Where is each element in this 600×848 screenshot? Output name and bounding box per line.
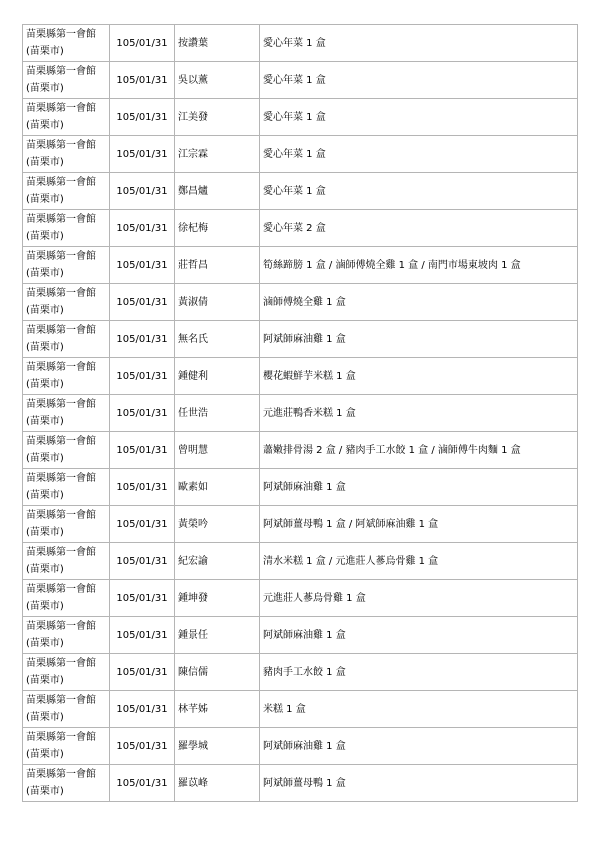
donor-name-cell: 江美發 bbox=[175, 99, 260, 136]
venue-name: 苗栗縣第一會館 bbox=[26, 769, 96, 780]
donor-name-cell: 羅苡峰 bbox=[175, 765, 260, 802]
venue-city: (苗栗市) bbox=[26, 157, 64, 168]
donated-items-cell: 愛心年菜 1 盒 bbox=[260, 173, 578, 210]
venue-city: (苗栗市) bbox=[26, 564, 64, 575]
donated-items-cell: 阿斌師麻油雞 1 盒 bbox=[260, 469, 578, 506]
date-cell: 105/01/31 bbox=[110, 469, 175, 506]
donated-items-cell: 元進莊人蔘烏骨雞 1 盒 bbox=[260, 580, 578, 617]
donor-name-cell: 曾明慧 bbox=[175, 432, 260, 469]
venue-name: 苗栗縣第一會館 bbox=[26, 547, 96, 558]
table-row bbox=[23, 136, 578, 173]
donor-name-cell: 鍾坤發 bbox=[175, 580, 260, 617]
date-cell: 105/01/31 bbox=[110, 543, 175, 580]
venue-city: (苗栗市) bbox=[26, 231, 64, 242]
venue-city: (苗栗市) bbox=[26, 268, 64, 279]
venue-cell bbox=[23, 173, 110, 210]
venue-city: (苗栗市) bbox=[26, 749, 64, 760]
venue-city: (苗栗市) bbox=[26, 601, 64, 612]
venue-name: 苗栗縣第一會館 bbox=[26, 399, 96, 410]
table-row bbox=[23, 247, 578, 284]
venue-city: (苗栗市) bbox=[26, 194, 64, 205]
donor-name-cell: 陳信儒 bbox=[175, 654, 260, 691]
donor-name-cell: 歐素如 bbox=[175, 469, 260, 506]
donated-items-cell: 豬肉手工水餃 1 盒 bbox=[260, 654, 578, 691]
date-cell: 105/01/31 bbox=[110, 728, 175, 765]
donor-name-cell: 無名氏 bbox=[175, 321, 260, 358]
table-row bbox=[23, 210, 578, 247]
date-cell: 105/01/31 bbox=[110, 395, 175, 432]
donated-items-cell: 櫻花蝦鮮芋米糕 1 盒 bbox=[260, 358, 578, 395]
date-cell: 105/01/31 bbox=[110, 210, 175, 247]
venue-cell bbox=[23, 506, 110, 543]
venue-city: (苗栗市) bbox=[26, 675, 64, 686]
venue-city: (苗栗市) bbox=[26, 638, 64, 649]
venue-cell bbox=[23, 358, 110, 395]
date-cell: 105/01/31 bbox=[110, 654, 175, 691]
date-cell: 105/01/31 bbox=[110, 284, 175, 321]
date-cell: 105/01/31 bbox=[110, 25, 175, 62]
date-cell: 105/01/31 bbox=[110, 321, 175, 358]
venue-cell bbox=[23, 284, 110, 321]
venue-cell bbox=[23, 654, 110, 691]
donor-name-cell: 鍾健利 bbox=[175, 358, 260, 395]
date-cell: 105/01/31 bbox=[110, 506, 175, 543]
venue-cell bbox=[23, 247, 110, 284]
donated-items-cell: 愛心年菜 1 盒 bbox=[260, 99, 578, 136]
venue-name: 苗栗縣第一會館 bbox=[26, 251, 96, 262]
table-row bbox=[23, 432, 578, 469]
donor-name-cell: 紀宏諭 bbox=[175, 543, 260, 580]
venue-cell bbox=[23, 25, 110, 62]
venue-name: 苗栗縣第一會館 bbox=[26, 362, 96, 373]
venue-name: 苗栗縣第一會館 bbox=[26, 140, 96, 151]
donated-items-cell: 滷師傅燒全雞 1 盒 bbox=[260, 284, 578, 321]
donor-name-cell: 黃榮吟 bbox=[175, 506, 260, 543]
date-cell: 105/01/31 bbox=[110, 691, 175, 728]
date-cell: 105/01/31 bbox=[110, 62, 175, 99]
table-row bbox=[23, 765, 578, 802]
donor-name-cell: 吳以薰 bbox=[175, 62, 260, 99]
donated-items-cell: 米糕 1 盒 bbox=[260, 691, 578, 728]
venue-city: (苗栗市) bbox=[26, 490, 64, 501]
donated-items-cell: 愛心年菜 2 盒 bbox=[260, 210, 578, 247]
donated-items-cell: 愛心年菜 1 盒 bbox=[260, 136, 578, 173]
venue-cell bbox=[23, 432, 110, 469]
venue-city: (苗栗市) bbox=[26, 120, 64, 131]
donor-name-cell: 江宗霖 bbox=[175, 136, 260, 173]
donated-items-cell: 愛心年菜 1 盒 bbox=[260, 25, 578, 62]
table-row bbox=[23, 321, 578, 358]
date-cell: 105/01/31 bbox=[110, 99, 175, 136]
venue-name: 苗栗縣第一會館 bbox=[26, 584, 96, 595]
table-row bbox=[23, 617, 578, 654]
donor-name-cell: 黃淑倩 bbox=[175, 284, 260, 321]
date-cell: 105/01/31 bbox=[110, 247, 175, 284]
donated-items-cell: 愛心年菜 1 盒 bbox=[260, 62, 578, 99]
table-row bbox=[23, 62, 578, 99]
venue-cell bbox=[23, 210, 110, 247]
donated-items-cell: 阿斌師薑母鴨 1 盒 / 阿斌師麻油雞 1 盒 bbox=[260, 506, 578, 543]
table-row bbox=[23, 469, 578, 506]
donor-name-cell: 徐杞梅 bbox=[175, 210, 260, 247]
donated-items-cell: 阿斌師麻油雞 1 盒 bbox=[260, 321, 578, 358]
table-row bbox=[23, 654, 578, 691]
donor-name-cell: 鄭昌爐 bbox=[175, 173, 260, 210]
donor-name-cell: 莊哲昌 bbox=[175, 247, 260, 284]
venue-city: (苗栗市) bbox=[26, 416, 64, 427]
venue-cell bbox=[23, 99, 110, 136]
date-cell: 105/01/31 bbox=[110, 580, 175, 617]
venue-cell bbox=[23, 395, 110, 432]
donated-items-cell: 筍絲蹄膀 1 盒 / 滷師傅燒全雞 1 盒 / 南門市場東坡肉 1 盒 bbox=[260, 247, 578, 284]
venue-cell bbox=[23, 321, 110, 358]
venue-cell bbox=[23, 617, 110, 654]
date-cell: 105/01/31 bbox=[110, 136, 175, 173]
venue-cell bbox=[23, 728, 110, 765]
date-cell: 105/01/31 bbox=[110, 432, 175, 469]
donation-table bbox=[22, 24, 578, 802]
table-row bbox=[23, 506, 578, 543]
venue-name: 苗栗縣第一會館 bbox=[26, 325, 96, 336]
donated-items-cell: 清水米糕 1 盒 / 元進莊人蔘烏骨雞 1 盒 bbox=[260, 543, 578, 580]
donor-name-cell: 按讚葉 bbox=[175, 25, 260, 62]
venue-name: 苗栗縣第一會館 bbox=[26, 288, 96, 299]
date-cell: 105/01/31 bbox=[110, 358, 175, 395]
venue-name: 苗栗縣第一會館 bbox=[26, 29, 96, 40]
donated-items-cell: 元進莊鴨香米糕 1 盒 bbox=[260, 395, 578, 432]
donated-items-cell: 阿斌師麻油雞 1 盒 bbox=[260, 617, 578, 654]
donor-name-cell: 鍾景任 bbox=[175, 617, 260, 654]
venue-name: 苗栗縣第一會館 bbox=[26, 214, 96, 225]
venue-name: 苗栗縣第一會館 bbox=[26, 695, 96, 706]
table-row bbox=[23, 395, 578, 432]
venue-name: 苗栗縣第一會館 bbox=[26, 621, 96, 632]
donated-items-cell: 阿斌師麻油雞 1 盒 bbox=[260, 728, 578, 765]
venue-cell bbox=[23, 765, 110, 802]
venue-city: (苗栗市) bbox=[26, 712, 64, 723]
date-cell: 105/01/31 bbox=[110, 765, 175, 802]
venue-cell bbox=[23, 136, 110, 173]
venue-cell bbox=[23, 469, 110, 506]
venue-name: 苗栗縣第一會館 bbox=[26, 510, 96, 521]
venue-city: (苗栗市) bbox=[26, 342, 64, 353]
venue-name: 苗栗縣第一會館 bbox=[26, 473, 96, 484]
venue-cell bbox=[23, 543, 110, 580]
donor-name-cell: 任世浩 bbox=[175, 395, 260, 432]
date-cell: 105/01/31 bbox=[110, 173, 175, 210]
table-row bbox=[23, 99, 578, 136]
donated-items-cell: 蕭嫩排骨湯 2 盒 / 豬肉手工水餃 1 盒 / 滷師傅牛肉麵 1 盒 bbox=[260, 432, 578, 469]
venue-city: (苗栗市) bbox=[26, 453, 64, 464]
venue-city: (苗栗市) bbox=[26, 46, 64, 57]
venue-name: 苗栗縣第一會館 bbox=[26, 177, 96, 188]
venue-city: (苗栗市) bbox=[26, 786, 64, 797]
table-row bbox=[23, 543, 578, 580]
donor-name-cell: 林芊姊 bbox=[175, 691, 260, 728]
venue-name: 苗栗縣第一會館 bbox=[26, 658, 96, 669]
venue-name: 苗栗縣第一會館 bbox=[26, 66, 96, 77]
table-row bbox=[23, 580, 578, 617]
date-cell: 105/01/31 bbox=[110, 617, 175, 654]
table-row bbox=[23, 173, 578, 210]
table-row bbox=[23, 728, 578, 765]
venue-city: (苗栗市) bbox=[26, 527, 64, 538]
donation-table-body bbox=[23, 25, 578, 802]
table-row bbox=[23, 284, 578, 321]
venue-cell bbox=[23, 62, 110, 99]
venue-name: 苗栗縣第一會館 bbox=[26, 103, 96, 114]
venue-cell bbox=[23, 691, 110, 728]
donated-items-cell: 阿斌師薑母鴨 1 盒 bbox=[260, 765, 578, 802]
table-row bbox=[23, 691, 578, 728]
venue-city: (苗栗市) bbox=[26, 83, 64, 94]
venue-name: 苗栗縣第一會館 bbox=[26, 732, 96, 743]
table-row bbox=[23, 25, 578, 62]
table-row bbox=[23, 358, 578, 395]
venue-city: (苗栗市) bbox=[26, 379, 64, 390]
venue-name: 苗栗縣第一會館 bbox=[26, 436, 96, 447]
venue-cell bbox=[23, 580, 110, 617]
donor-name-cell: 羅學城 bbox=[175, 728, 260, 765]
venue-city: (苗栗市) bbox=[26, 305, 64, 316]
